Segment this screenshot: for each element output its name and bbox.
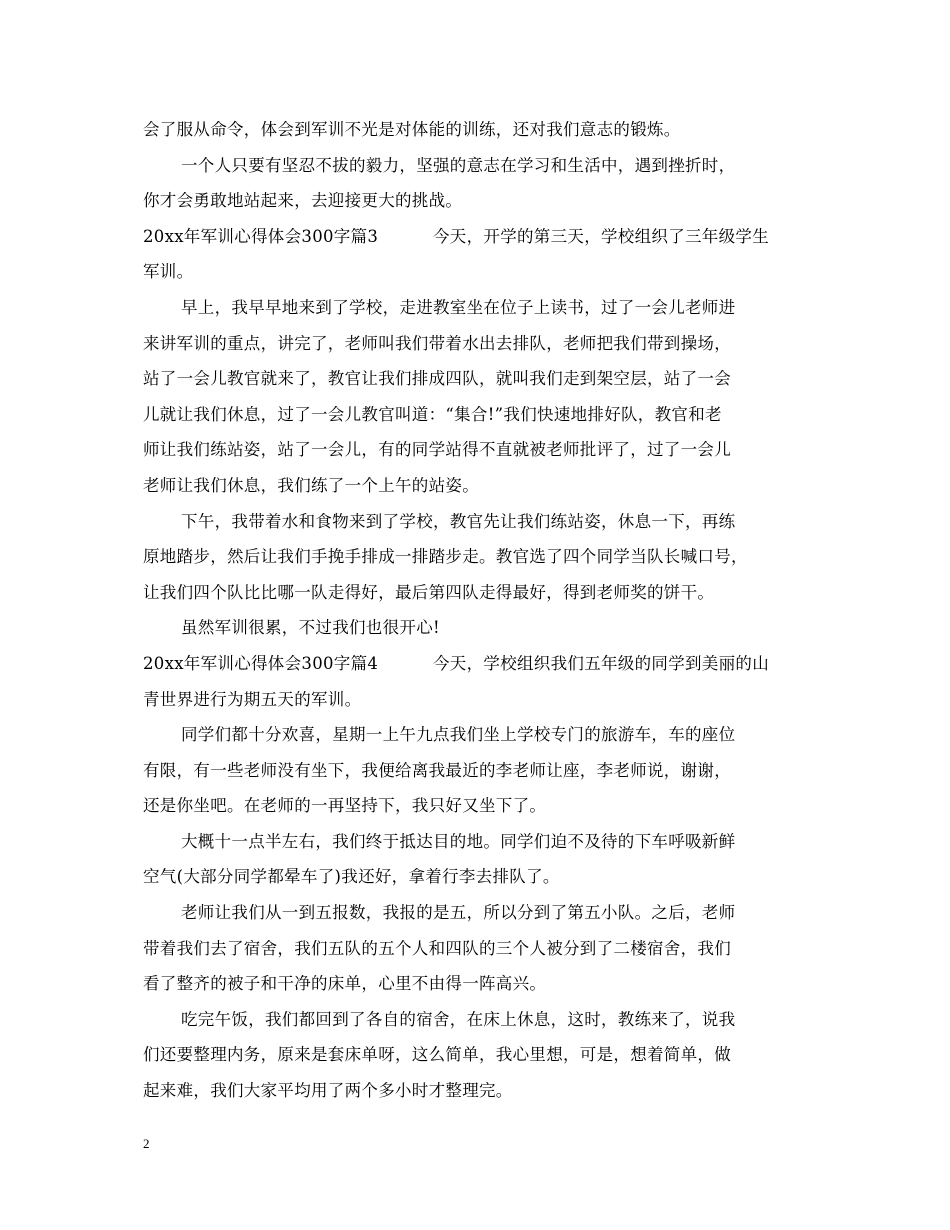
section-heading: 20xx年军训心得体会300字篇4 <box>143 653 379 673</box>
text-line: 老师让我们从一到五报数，我报的是五，所以分到了第五小队。之后，老师 <box>181 903 736 923</box>
text-line: 老师让我们休息，我们练了一个上午的站姿。 <box>143 475 479 495</box>
page-number: 2 <box>143 1136 150 1151</box>
text-line: 们还要整理内务，原来是套床单呀，这么简单，我心里想，可是，想着简单，做 <box>143 1045 731 1065</box>
text-line: 同学们都十分欢喜，星期一上午九点我们坐上学校专门的旅游车，车的座位 <box>181 725 736 745</box>
text-line: 一个人只要有坚忍不拔的毅力，坚强的意志在学习和生活中，遇到挫折时， <box>181 155 736 175</box>
text-line: 大概十一点半左右，我们终于抵达目的地。同学们迫不及待的下车呼吸新鲜 <box>181 831 736 851</box>
text-line: 让我们四个队比比哪一队走得好，最后第四队走得最好，得到老师奖的饼干。 <box>143 582 715 602</box>
text-line: 下午，我带着水和食物来到了学校，教官先让我们练站姿，休息一下，再练 <box>181 511 736 531</box>
section-intro: 今天，学校组织我们五年级的同学到美丽的山 <box>433 653 769 673</box>
text-line: 虽然军训很累，不过我们也很开心! <box>181 618 440 638</box>
section-heading-line <box>143 219 811 255</box>
text-line: 你才会勇敢地站起来，去迎接更大的挑战。 <box>143 191 463 211</box>
text-line: 带着我们去了宿舍，我们五队的五个人和四队的三个人被分到了二楼宿舍，我们 <box>143 938 731 958</box>
text-line: 有限，有一些老师没有坐下，我便给离我最近的李老师让座，李老师说，谢谢， <box>143 760 731 780</box>
section-heading: 20xx年军训心得体会300字篇3 <box>143 226 379 246</box>
text-line: 吃完午饭，我们都回到了各自的宿舍，在床上休息，这时，教练来了，说我 <box>181 1009 736 1029</box>
document-body <box>143 112 811 1109</box>
text-line: 来讲军训的重点，讲完了，老师叫我们带着水出去排队，老师把我们带到操场， <box>143 333 731 353</box>
section-heading-line <box>143 646 811 682</box>
text-line: 站了一会儿教官就来了，教官让我们排成四队，就叫我们走到架空层，站了一会 <box>143 369 731 389</box>
text-line: 儿就让我们休息，过了一会儿教官叫道：“集合!”我们快速地排好队，教官和老 <box>143 404 722 424</box>
text-line: 看了整齐的被子和干净的床单，心里不由得一阵高兴。 <box>143 974 547 994</box>
section-intro: 今天，开学的第三天，学校组织了三年级学生 <box>433 226 769 246</box>
text-line: 早上，我早早地来到了学校，走进教室坐在位子上读书，过了一会儿老师进 <box>181 297 736 317</box>
text-line: 军训。 <box>143 262 194 282</box>
text-line: 师让我们练站姿，站了一会儿，有的同学站得不直就被老师批评了，过了一会儿 <box>143 440 731 460</box>
text-line: 空气(大部分同学都晕车了)我还好，拿着行李去排队了。 <box>143 867 560 887</box>
text-line: 原地踏步，然后让我们手挽手排成一排踏步走。教官选了四个同学当队长喊口号， <box>143 547 748 567</box>
text-line: 还是你坐吧。在老师的一再坚持下，我只好又坐下了。 <box>143 796 547 816</box>
text-line: 会了服从命令，体会到军训不光是对体能的训练，还对我们意志的锻炼。 <box>143 120 681 139</box>
text-line: 青世界进行为期五天的军训。 <box>143 689 362 709</box>
text-line: 起来难，我们大家平均用了两个多小时才整理完。 <box>143 1081 513 1101</box>
